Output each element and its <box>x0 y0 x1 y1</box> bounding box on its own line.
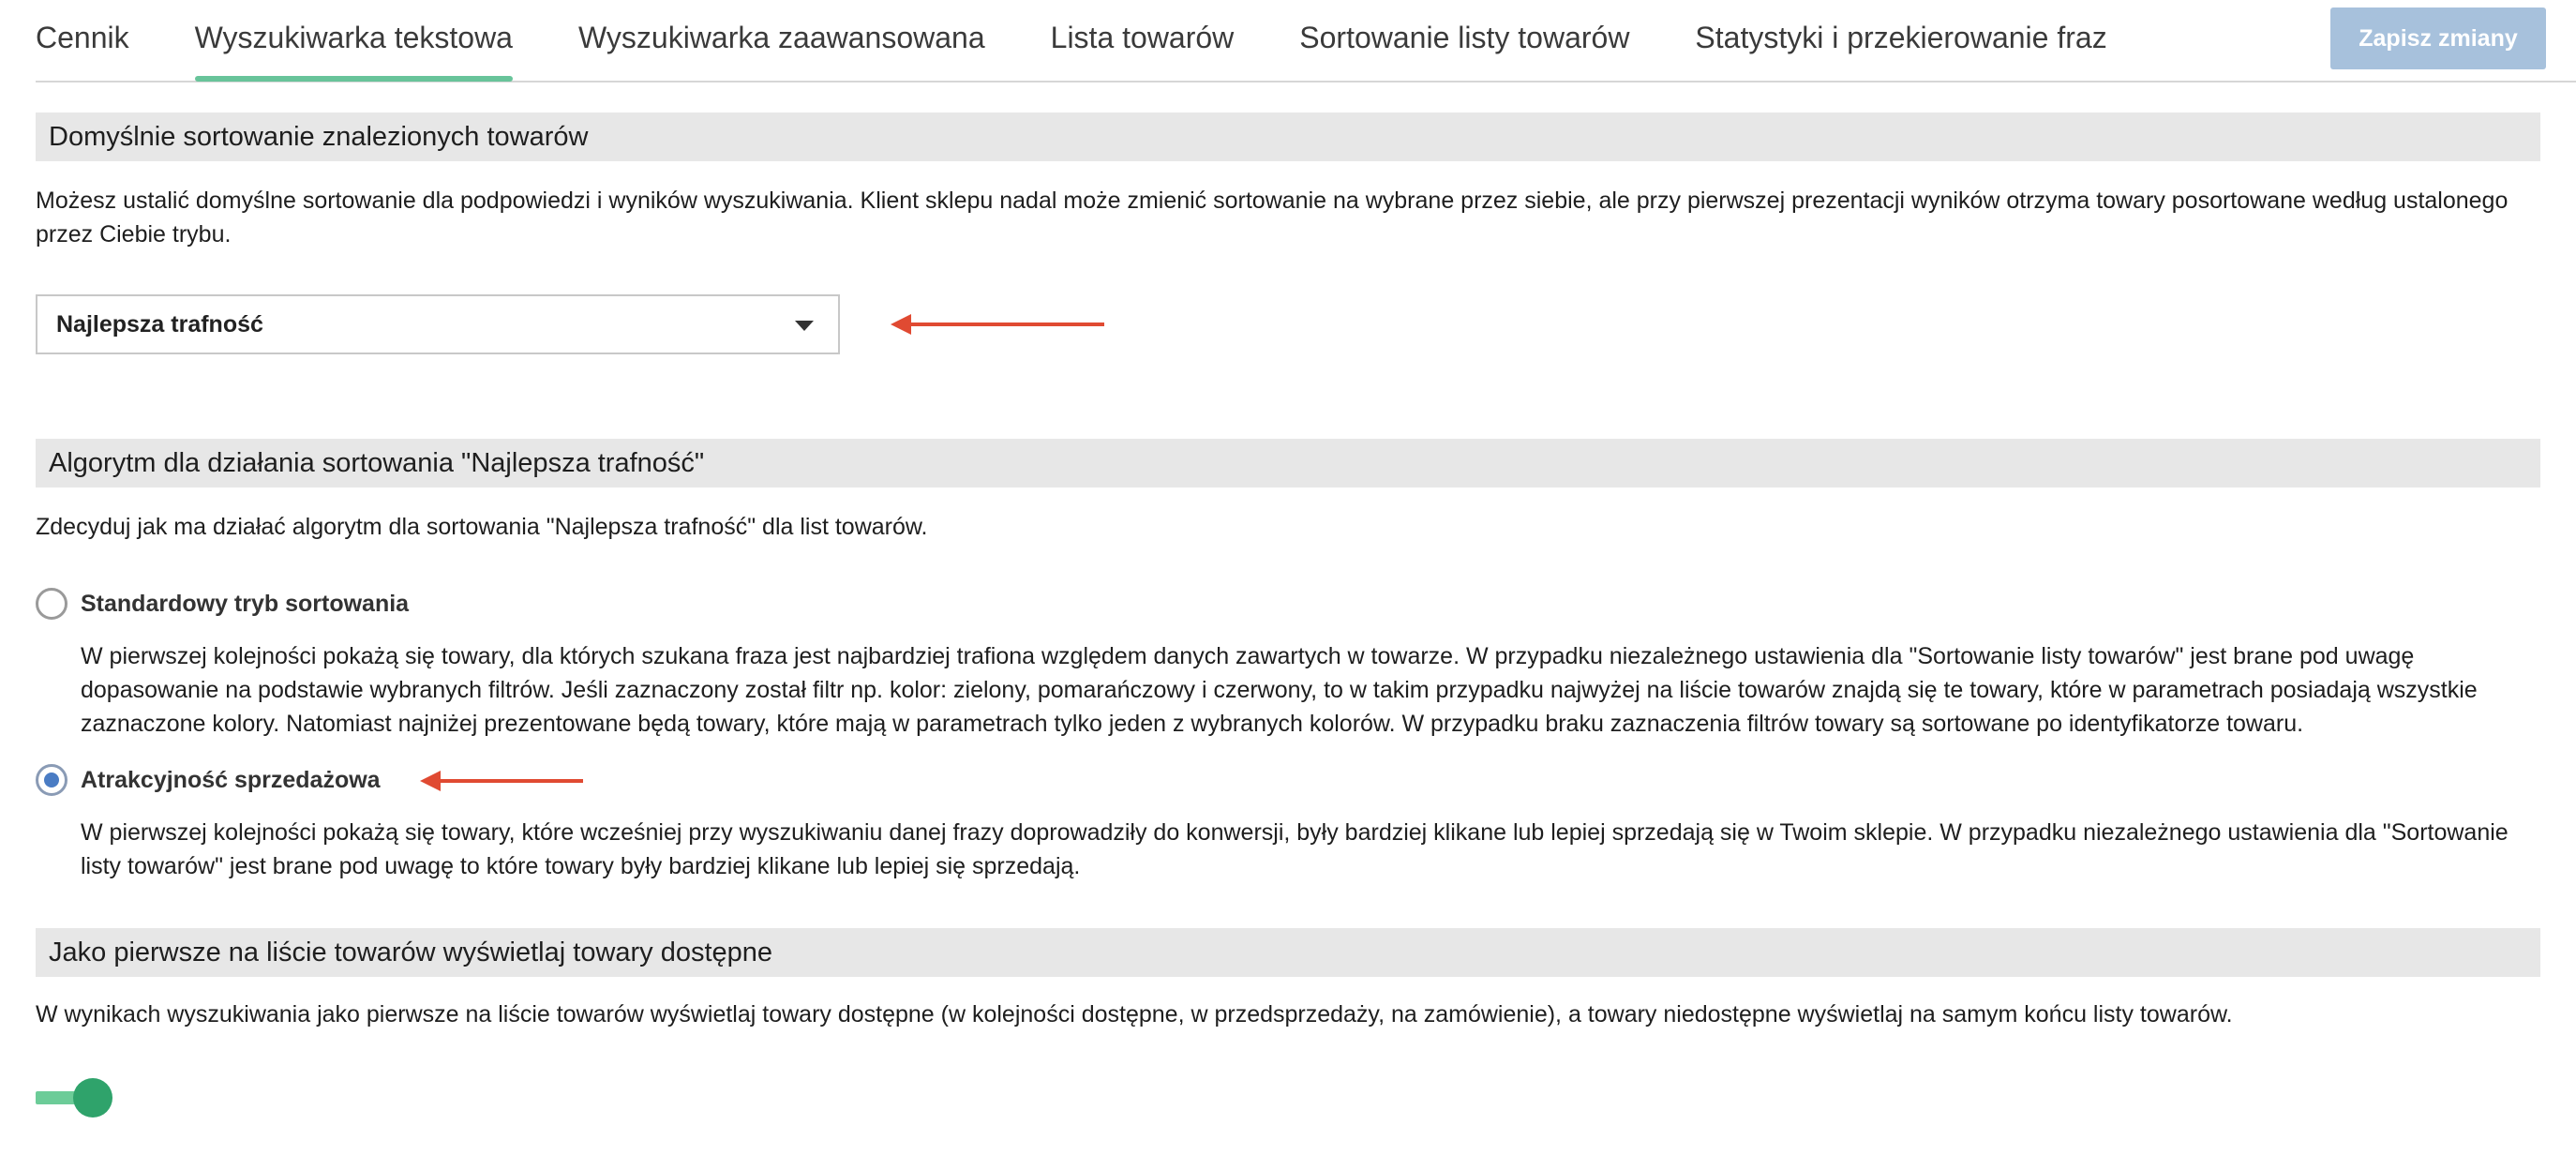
tab-sortowanie-listy-towarow[interactable]: Sortowanie listy towarów <box>1299 21 1630 54</box>
sorting-select-value: Najlepsza trafność <box>56 311 263 338</box>
radio-standard[interactable] <box>36 588 67 620</box>
tab-bar <box>36 0 2576 82</box>
radio-label-attractiveness: Atrakcyjność sprzedażowa <box>81 766 381 793</box>
tab-cennik[interactable]: Cennik <box>36 21 129 54</box>
radio-option-standard[interactable] <box>36 588 409 620</box>
radio-attractiveness[interactable] <box>36 764 67 796</box>
section-description-default-sorting: Możesz ustalić domyślne sortowanie dla podpowiedzi i wyników wyszukiwania. Klient sklepu nadal może zmienić sortowanie na wybrane przez siebie, ale przy pierwszej prezentacji wyników otrzyma towary posortowane według ustalonego przez Ciebie trybu. <box>36 188 2509 248</box>
radio-label-standard: Standardowy tryb sortowania <box>81 590 410 617</box>
radio-description-attractiveness: W pierwszej kolejności pokażą się towary, które wcześniej przy wyszukiwaniu danej frazy doprowadziły do konwersji, były bardziej klikane lub lepiej sprzedają się w Twoim sklepie. W przypadku niezależnego ustawienia dla "Sortowanie listy towarów" jest brane pod uwagę to które towary były bardziej klikane lub lepiej się sprzedają. <box>81 819 2509 879</box>
section-header-available-first: Jako pierwsze na liście towarów wyświetlaj towary dostępne <box>36 928 2540 977</box>
section-header-algorithm: Algorytm dla działania sortowania "Najlepsza trafność" <box>36 439 2540 488</box>
toggle-knob[interactable] <box>73 1078 112 1118</box>
arrow-left-icon <box>437 779 583 783</box>
section-description-available-first: W wynikach wyszukiwania jako pierwsze na liście towarów wyświetlaj towary dostępne (w kolejności dostępne, w przedsprzedaży, na zamówienie), a towary niedostępne wyświetlaj na samym końcu listy towarów. <box>36 1001 2233 1028</box>
radio-description-standard: W pierwszej kolejności pokażą się towary, dla których szukana fraza jest najbardziej trafiona względem danych zawartych w towarze. W przypadku niezależnego ustawienia dla "Sortowanie listy towarów" jest brane pod uwagę dopasowanie na podstawie wybranych filtrów. Jeśli zaznaczony został filtr np. kolor: zielony, pomarańczowy i czerwony, to w takim przypadku najwyżej na liście towarów znajdą się te towary, które w parametrach posiadają wszystkie zaznaczone kolory. Natomiast najniżej prezentowane będą towary, które mają w parametrach tylko jeden z wybranych kolorów. W przypadku braku zaznaczenia filtrów towary są sortowane po identyfikatorze towaru. <box>81 643 2478 737</box>
section-description-algorithm: Zdecyduj jak ma działać algorytm dla sortowania "Najlepsza trafność" dla list towarów. <box>36 514 928 540</box>
tab-lista-towarow[interactable]: Lista towarów <box>1050 21 1235 54</box>
tab-wyszukiwarka-zaawansowana[interactable]: Wyszukiwarka zaawansowana <box>577 21 985 54</box>
save-button[interactable]: Zapisz zmiany <box>2330 8 2546 69</box>
radio-option-attractiveness[interactable] <box>36 764 381 796</box>
tab-statystyki[interactable]: Statystyki i przekierowanie fraz <box>1695 21 2107 54</box>
tab-wyszukiwarka-tekstowa[interactable]: Wyszukiwarka tekstowa <box>195 0 513 79</box>
available-first-toggle[interactable] <box>36 1078 111 1118</box>
settings-page <box>36 0 2576 1155</box>
section-header-default-sorting: Domyślnie sortowanie znalezionych towarów <box>36 112 2540 161</box>
chevron-down-icon <box>795 321 814 331</box>
arrow-left-icon <box>907 322 1104 326</box>
sorting-select[interactable] <box>36 294 840 354</box>
